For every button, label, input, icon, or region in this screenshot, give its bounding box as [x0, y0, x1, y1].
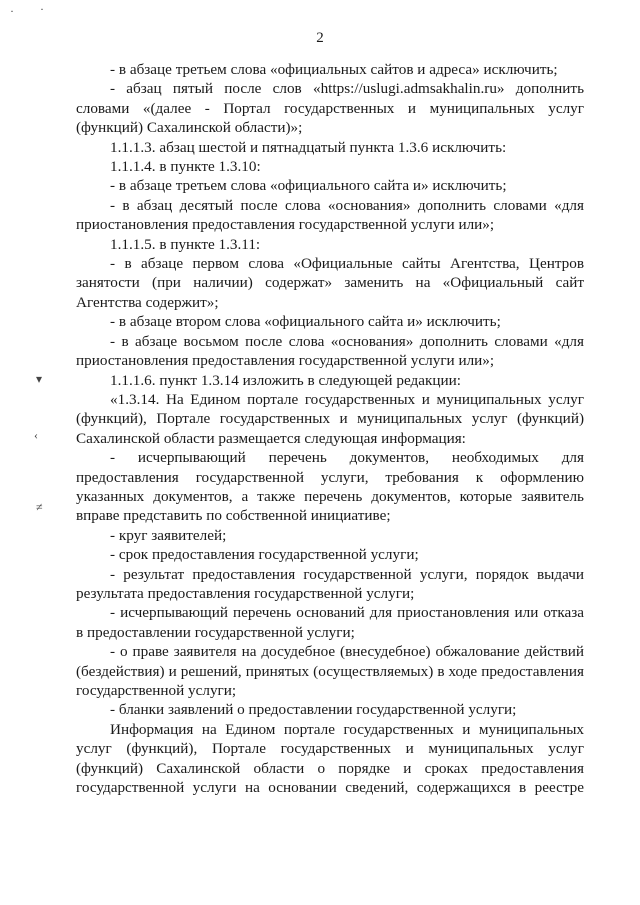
paragraph: «1.3.14. На Едином портале государственных и муниципальных услуг (функций), Портале государственных и муниципальных услуг (функций) Сахалинской области размещается следующая информация: [76, 390, 584, 447]
scan-speck: ≠ [36, 500, 43, 514]
scan-speck: ‹ [34, 428, 38, 442]
paragraph: 1.1.1.4. в пункте 1.3.10: [110, 158, 261, 176]
document-body [76, 60, 584, 797]
page-number: 2 [316, 30, 324, 46]
paragraph: - в абзаце восьмом после слова «основания» дополнить словами «для приостановления предоставления государственной услуги или»; [76, 332, 584, 370]
paragraph: 1.1.1.6. пункт 1.3.14 изложить в следующей редакции: [110, 371, 461, 389]
paragraph: - в абзаце втором слова «официального сайта и» исключить; [110, 313, 501, 331]
paragraph: - срок предоставления государственной услуги; [110, 546, 419, 564]
paragraph: Информация на Едином портале государственных и муниципальных услуг (функций), Портале государственных и муниципальных услуг (функций) Сахалинской области о порядке и сроках предоставления государственной услуги на основании сведений, содержащихся в реестре [76, 720, 584, 797]
scan-speck: · [10, 4, 14, 18]
paragraph: - о праве заявителя на досудебное (внесудебное) обжалование действий (бездействия) и решений, принятых (осуществляемых) в ходе предоставления государственной услуги; [76, 643, 584, 699]
paragraph: 1.1.1.3. абзац шестой и пятнадцатый пункта 1.3.6 исключить: [110, 138, 507, 156]
paragraph: - абзац пятый после слов «https://uslugi.admsakhalin.ru» дополнить словами «(далее - Портал государственных и муниципальных услуг (функций) Сахалинской области)»; [76, 80, 584, 137]
scan-speck: ▾ [36, 372, 43, 386]
paragraph: - бланки заявлений о предоставлении государственной услуги; [110, 701, 517, 719]
paragraph: - круг заявителей; [110, 526, 227, 544]
scan-speck: · [40, 2, 44, 16]
paragraph: - в абзаце первом слова «Официальные сайты Агентства, Центров занятости (при наличии) содержат» заменить на «Официальный сайт Агентства содержит»; [76, 255, 584, 311]
paragraph: - исчерпывающий перечень оснований для приостановления или отказа в предоставлении государственной услуги; [76, 604, 584, 641]
paragraph: 1.1.1.5. в пункте 1.3.11: [110, 235, 261, 253]
paragraph: - в абзац десятый после слова «основания» дополнить словами «для приостановления предоставления государственной услуги или»; [76, 196, 584, 234]
paragraph: - в абзаце третьем слова «официальных сайтов и адреса» исключить; [110, 61, 558, 78]
paragraph: - исчерпывающий перечень документов, необходимых для предоставления государственной услуги, требования к оформлению указанных документов, а также перечень документов, которые заявитель вправе представить по собственной инициативе; [76, 449, 584, 525]
paragraph: - в абзаце третьем слова «официального сайта и» исключить; [110, 177, 507, 195]
paragraph: - результат предоставления государственной услуги, порядок выдачи результата предоставления государственной услуги; [76, 565, 584, 602]
